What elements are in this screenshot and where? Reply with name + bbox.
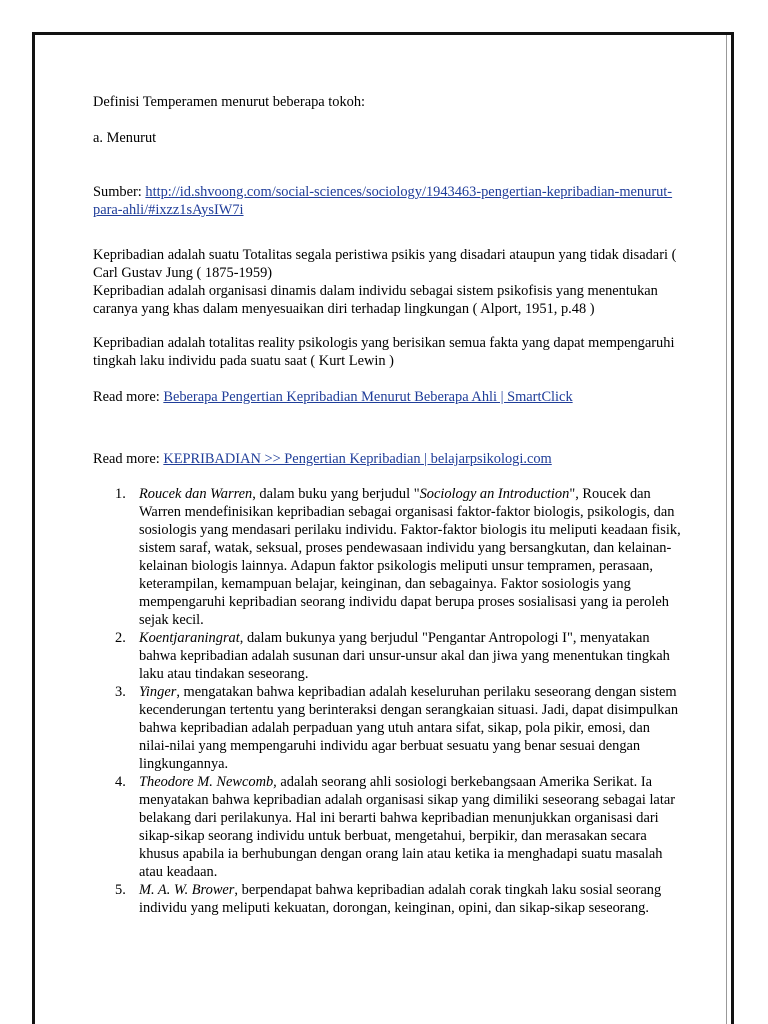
subheading-a: a. Menurut [93,130,157,146]
paragraph-alport: Kepribadian adalah organisasi dinamis dalam individu sebagai sistem psikofisis yang menentukan caranya yang khas dalam menyesuaikan diri terhadap lingkungan ( Alport, 1951, p.48 ) [93,283,658,317]
definition-list [93,485,683,917]
list-text: ", Roucek dan Warren mendefinisikan kepribadian sebagai organisasi faktor-faktor biologis, psikologis, dan sosiologis yang mendasari perilaku individu. Faktor-faktor biologis itu meliputi keadaan fisik, sistem saraf, watak, seksual, proses pendewasaan individu yang bersangkutan, dan kelainan-kelainan biologis lainnya. Adapun faktor psikologis meliputi unsur tempramen, perasaan, keterampilan, kemampuan belajar, keinginan, dan sebagainya. Faktor sosiologis yang mempengaruhi kepribadian seorang individu dapat berupa proses sosialisasi yang ia peroleh sejak kecil. [139,486,681,628]
list-item [93,629,683,683]
source-link[interactable]: http://id.shvoong.com/social-sciences/sociology/1943463-pengertian-kepribadian-menurut-para-ahli/#ixzz1sAysIW7i [93,184,673,218]
list-text: , mengatakan bahwa kepribadian adalah keseluruhan perilaku seseorang dengan sistem kecenderungan tertentu yang berinteraksi dengan serangkaian situasi. Jadi, dapat disimpulkan bahwa kepribadian adalah perpaduan yang utuh antara sifat, sikap, pola pikir, emosi, dan nilai-nilai yang mempengaruhi individu agar berbuat sesuatu yang benar sesuai dengan lingkungannya. [139,684,679,772]
smartclick-link[interactable]: Beberapa Pengertian Kepribadian Menurut Beberapa Ahli | SmartClick [163,389,573,405]
list-text: , dalam buku yang berjudul " [252,486,420,502]
read-more-label: Read more: [93,451,164,467]
source-label: Sumber: [93,184,146,200]
list-text: , dalam bukunya yang berjudul "Pengantar Antropologi I", menyatakan bahwa kepribadian adalah susunan dari unsur-unsur akal dan jiwa yang menentukan tingkah laku atau tindakan seseorang. [139,630,670,682]
list-number: 1. [115,486,126,502]
author-name: Yinger [139,684,177,700]
document-heading: Definisi Temperamen menurut beberapa tokoh: [93,94,366,110]
read-more-smartclick [93,388,683,406]
read-more-label: Read more: [93,389,164,405]
list-number: 4. [115,774,126,790]
belajarpsikologi-link[interactable]: KEPRIBADIAN >> Pengertian Kepribadian | belajarpsikologi.com [163,451,552,467]
list-number: 5. [115,882,126,898]
list-item [93,773,683,881]
paragraph-jung: Kepribadian adalah suatu Totalitas segala peristiwa psikis yang disadari ataupun yang tidak disadari ( Carl Gustav Jung ( 1875-1959) [93,247,677,281]
list-item [93,485,683,629]
list-item [93,881,683,917]
source-line [93,183,683,219]
author-name: Theodore M. Newcomb, [139,774,277,790]
list-number: 2. [115,630,126,646]
list-text: adalah seorang ahli sosiologi berkebangsaan Amerika Serikat. Ia menyatakan bahwa kepribadian adalah organisasi sikap yang dimiliki seseorang sebagai latar belakang dari perilakunya. Hal ini berarti bahwa kepribadian menunjukkan organisasi dari sikap-sikap seorang individu untuk berbuat, mengetahui, berpikir, dan merasakan secara khusus apabila ia berhubungan dengan orang lain atau ketika ia menghadapi suatu masalah atau keadaan. [139,774,676,880]
read-more-belajarpsikologi [93,450,683,468]
author-name: M. A. W. Brower [139,882,235,898]
list-text: , berpendapat bahwa kepribadian adalah corak tingkah laku sosial seorang individu yang meliputi kekuatan, dorongan, keinginan, opini, dan sikap-sikap seseorang. [139,882,662,916]
book-title: Sociology an Introduction [419,486,570,502]
author-name: Koentjaraningrat [139,630,240,646]
list-item [93,683,683,773]
paragraph-lewin: Kepribadian adalah totalitas reality psikologis yang berisikan semua fakta yang dapat mempengaruhi tingkah laku individu pada suatu saat ( Kurt Lewin ) [93,335,675,369]
author-name: Roucek dan Warren [139,486,253,502]
list-number: 3. [115,684,126,700]
